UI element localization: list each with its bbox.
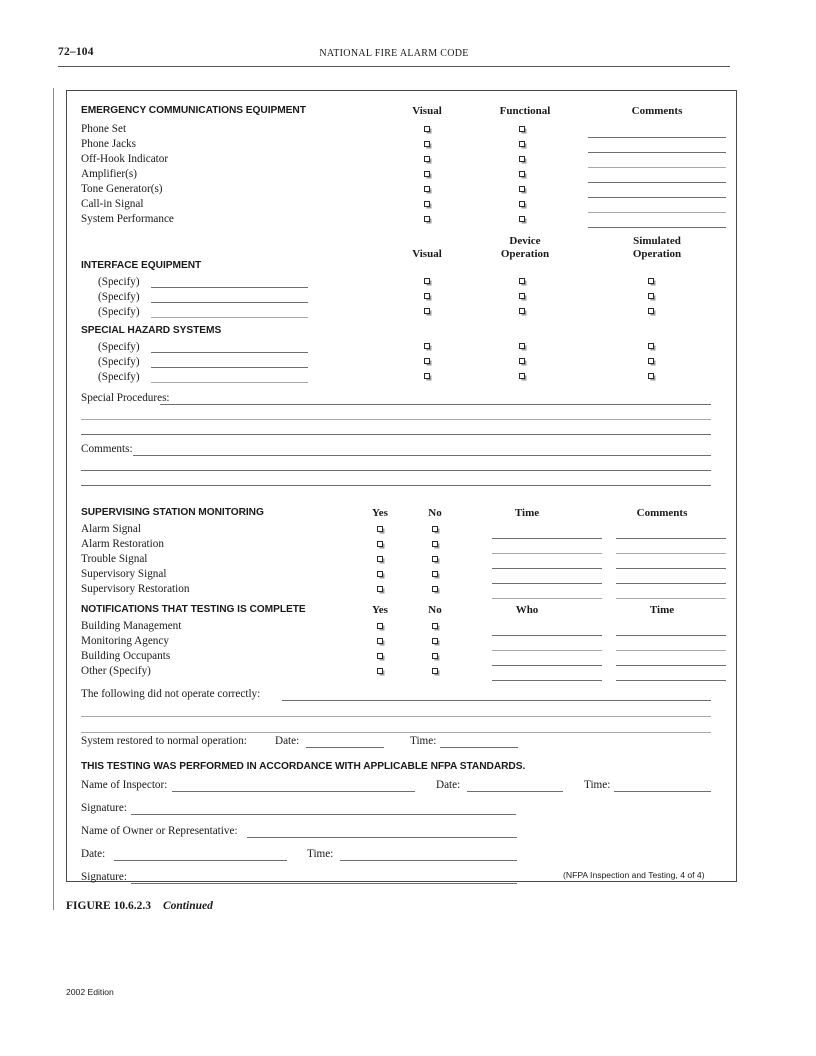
checkbox-visual-interface-1[interactable] [424,278,430,284]
checkbox-simulated-hazard-2[interactable] [648,358,654,364]
checkbox-device-hazard-2[interactable] [519,358,525,364]
specify-line-hazard-1[interactable] [151,352,308,353]
did-not-operate-label: The following did not operate correctly: [81,688,261,700]
form-footnote: (NFPA Inspection and Testing, 4 of 4) [563,870,705,880]
column-header-no-notifications: No [428,604,442,616]
attestation-statement: THIS TESTING WAS PERFORMED IN ACCORDANCE WITH APPLICABLE NFPA STANDARDS. [81,761,526,772]
who-line-building-occupants[interactable] [492,665,602,666]
figure-continued-label: Continued [162,900,213,912]
specify-line-hazard-2[interactable] [151,367,308,368]
comments-label: Comments: [81,443,133,455]
column-header-device-line1: Device [509,235,541,247]
checkbox-yes-other-specify[interactable] [377,668,383,674]
row-label-amplifiers: Amplifier(s) [81,168,137,180]
time-line-building-occupants[interactable] [616,665,726,666]
checkbox-visual-call-in-signal[interactable] [424,201,430,207]
did-not-operate-line-3[interactable] [81,732,711,733]
time-line-supervisory-restoration[interactable] [492,598,602,599]
row-label-supervisory-restoration: Supervisory Restoration [81,583,190,595]
owner-name-label: Name of Owner or Representative: [81,825,238,837]
checkbox-functional-amplifiers[interactable] [519,171,525,177]
checkbox-functional-system-performance[interactable] [519,216,525,222]
column-header-visual-ece: Visual [412,105,442,117]
checkbox-yes-building-management[interactable] [377,623,383,629]
time-line-alarm-restoration[interactable] [492,553,602,554]
checkbox-visual-phone-set[interactable] [424,126,430,132]
inspector-time-line[interactable] [614,791,711,792]
system-restored-time-line[interactable] [440,747,518,748]
comments-line-system-performance[interactable] [588,227,726,228]
inspector-time-label: Time: [584,779,611,791]
checkbox-no-supervisory-restoration[interactable] [432,586,438,592]
checkbox-no-supervisory-signal[interactable] [432,571,438,577]
column-header-time-notifications: Time [649,604,675,616]
checkbox-device-interface-3[interactable] [519,308,525,314]
time-line-building-management[interactable] [616,635,726,636]
row-label-alarm-signal: Alarm Signal [81,523,141,535]
specify-line-hazard-3[interactable] [151,382,308,383]
checkbox-visual-interface-2[interactable] [424,293,430,299]
comments-line-tone-generators[interactable] [588,197,726,198]
comments-line-3[interactable] [81,485,711,486]
inspector-signature-label: Signature: [81,802,127,814]
checkbox-visual-off-hook-indicator[interactable] [424,156,430,162]
specify-label-interface-3: (Specify) [98,306,140,318]
row-label-phone-set: Phone Set [81,123,127,135]
page-number: 72–104 [58,46,94,58]
specify-label-interface-1: (Specify) [98,276,140,288]
page-header [58,46,730,68]
time-line-monitoring-agency[interactable] [616,650,726,651]
specify-line-interface-1[interactable] [151,287,308,288]
column-header-who-notifications: Who [515,604,539,616]
checkbox-simulated-interface-3[interactable] [648,308,654,314]
comments-line-call-in-signal[interactable] [588,212,726,213]
section-heading-interface-equipment: INTERFACE EQUIPMENT [81,260,202,271]
comments-line-alarm-signal[interactable] [616,538,726,539]
inspector-name-line[interactable] [172,791,415,792]
owner-date-label: Date: [81,848,106,860]
comments-line-off-hook-indicator[interactable] [588,167,726,168]
checkbox-yes-alarm-signal[interactable] [377,526,383,532]
checkbox-yes-monitoring-agency[interactable] [377,638,383,644]
figure-id: FIGURE 10.6.2.3 [66,900,151,912]
special-procedures-line-2[interactable] [81,419,711,420]
checkbox-functional-tone-generators[interactable] [519,186,525,192]
did-not-operate-line-2[interactable] [81,716,711,717]
header-rule [58,66,730,67]
column-header-yes-notifications: Yes [372,604,388,616]
checkbox-visual-system-performance[interactable] [424,216,430,222]
time-line-alarm-signal[interactable] [492,538,602,539]
inspector-date-line[interactable] [467,791,563,792]
left-margin-rule [53,88,54,910]
row-label-building-occupants: Building Occupants [81,650,171,662]
checkbox-no-building-occupants[interactable] [432,653,438,659]
comments-line-supervisory-signal[interactable] [616,583,726,584]
checkbox-functional-call-in-signal[interactable] [519,201,525,207]
checkbox-yes-supervisory-signal[interactable] [377,571,383,577]
comments-line-trouble-signal[interactable] [616,568,726,569]
checkbox-no-trouble-signal[interactable] [432,556,438,562]
checkbox-visual-amplifiers[interactable] [424,171,430,177]
row-label-monitoring-agency: Monitoring Agency [81,635,169,647]
column-header-functional-ece: Functional [499,105,551,117]
checkbox-no-alarm-signal[interactable] [432,526,438,532]
checkbox-no-building-management[interactable] [432,623,438,629]
comments-line-phone-set[interactable] [588,137,726,138]
owner-time-line[interactable] [340,860,517,861]
owner-date-line[interactable] [114,860,287,861]
checkbox-no-alarm-restoration[interactable] [432,541,438,547]
row-label-supervisory-signal: Supervisory Signal [81,568,167,580]
specify-label-interface-2: (Specify) [98,291,140,303]
row-label-building-management: Building Management [81,620,182,632]
column-header-yes-ssm: Yes [372,507,388,519]
checkbox-yes-building-occupants[interactable] [377,653,383,659]
special-procedures-line-1[interactable] [160,404,711,405]
inspector-name-label: Name of Inspector: [81,779,168,791]
special-procedures-line-3[interactable] [81,434,711,435]
section-heading-notifications: NOTIFICATIONS THAT TESTING IS COMPLETE [81,604,306,615]
row-label-system-performance: System Performance [81,213,174,225]
owner-name-line[interactable] [247,837,517,838]
checkbox-device-hazard-1[interactable] [519,343,525,349]
column-header-comments-ece: Comments [631,105,683,117]
specify-line-interface-2[interactable] [151,302,308,303]
did-not-operate-line-1[interactable] [282,700,711,701]
section-heading-supervising-station-monitoring: SUPERVISING STATION MONITORING [81,507,264,518]
row-label-other-specify: Other (Specify) [81,665,151,677]
comments-line-phone-jacks[interactable] [588,152,726,153]
column-header-no-ssm: No [428,507,442,519]
checkbox-visual-hazard-3[interactable] [424,373,430,379]
checkbox-visual-interface-3[interactable] [424,308,430,314]
system-restored-label: System restored to normal operation: [81,735,247,747]
row-label-tone-generators: Tone Generator(s) [81,183,163,195]
checkbox-visual-hazard-2[interactable] [424,358,430,364]
column-header-comments-ssm: Comments [636,507,688,519]
special-procedures-label: Special Procedures: [81,392,170,404]
specify-label-hazard-1: (Specify) [98,341,140,353]
checkbox-no-other-specify[interactable] [432,668,438,674]
system-restored-date-label: Date: [275,735,300,747]
checkbox-simulated-hazard-3[interactable] [648,373,654,379]
checkbox-visual-hazard-1[interactable] [424,343,430,349]
section-heading-emergency-communications: EMERGENCY COMMUNICATIONS EQUIPMENT [81,105,306,116]
time-line-trouble-signal[interactable] [492,568,602,569]
comments-line-amplifiers[interactable] [588,182,726,183]
owner-signature-line[interactable] [131,883,517,884]
time-line-other-specify[interactable] [616,680,726,681]
who-line-other-specify[interactable] [492,680,602,681]
time-line-supervisory-signal[interactable] [492,583,602,584]
specify-label-hazard-2: (Specify) [98,356,140,368]
running-head: NATIONAL FIRE ALARM CODE [319,48,469,59]
checkbox-functional-phone-jacks[interactable] [519,141,525,147]
checkbox-simulated-interface-2[interactable] [648,293,654,299]
row-label-phone-jacks: Phone Jacks [81,138,136,150]
comments-line-alarm-restoration[interactable] [616,553,726,554]
column-header-device-line2: Operation [500,248,550,260]
inspection-testing-form [66,90,737,882]
who-line-monitoring-agency[interactable] [492,650,602,651]
column-header-simulated-line2: Operation [632,248,682,260]
row-label-off-hook-indicator: Off-Hook Indicator [81,153,169,165]
checkbox-yes-trouble-signal[interactable] [377,556,383,562]
checkbox-no-monitoring-agency[interactable] [432,638,438,644]
owner-time-label: Time: [307,848,334,860]
comments-line-supervisory-restoration[interactable] [616,598,726,599]
owner-signature-label: Signature: [81,871,127,883]
checkbox-simulated-interface-1[interactable] [648,278,654,284]
comments-line-1[interactable] [133,455,711,456]
specify-line-interface-3[interactable] [151,317,308,318]
figure-caption [66,900,213,912]
checkbox-yes-supervisory-restoration[interactable] [377,586,383,592]
inspector-signature-line[interactable] [131,814,516,815]
system-restored-time-label: Time: [410,735,437,747]
specify-label-hazard-3: (Specify) [98,371,140,383]
checkbox-device-hazard-3[interactable] [519,373,525,379]
who-line-building-management[interactable] [492,635,602,636]
checkbox-visual-phone-jacks[interactable] [424,141,430,147]
checkbox-functional-off-hook-indicator[interactable] [519,156,525,162]
row-label-alarm-restoration: Alarm Restoration [81,538,164,550]
checkbox-functional-phone-set[interactable] [519,126,525,132]
column-header-visual-ie: Visual [412,248,442,260]
section-heading-special-hazard-systems: SPECIAL HAZARD SYSTEMS [81,325,222,336]
row-label-call-in-signal: Call-in Signal [81,198,144,210]
checkbox-yes-alarm-restoration[interactable] [377,541,383,547]
column-header-time-ssm: Time [514,507,540,519]
checkbox-visual-tone-generators[interactable] [424,186,430,192]
checkbox-device-interface-2[interactable] [519,293,525,299]
system-restored-date-line[interactable] [306,747,384,748]
inspector-date-label: Date: [436,779,461,791]
edition-footer: 2002 Edition [66,987,114,997]
comments-line-2[interactable] [81,470,711,471]
checkbox-device-interface-1[interactable] [519,278,525,284]
column-header-simulated-line1: Simulated [633,235,681,247]
checkbox-simulated-hazard-1[interactable] [648,343,654,349]
row-label-trouble-signal: Trouble Signal [81,553,148,565]
